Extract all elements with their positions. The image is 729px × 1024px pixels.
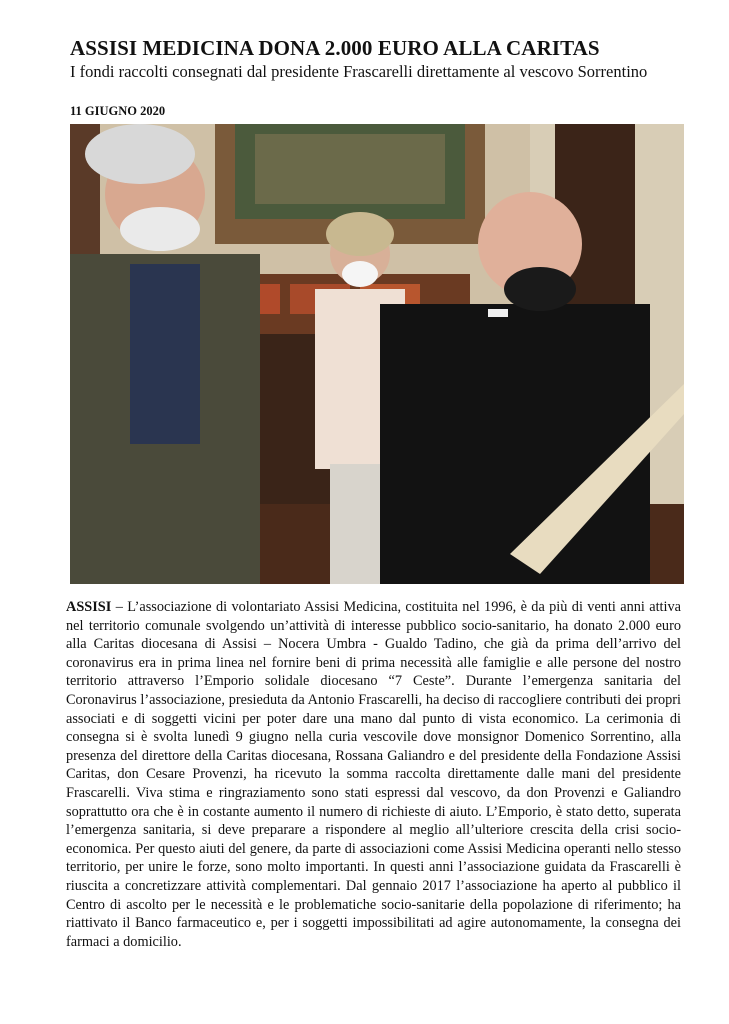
subtitle: I fondi raccolti consegnati dal presidente Frascarelli direttamente al vescovo Sorrentino: [70, 62, 648, 81]
dateline: ASSISI: [66, 599, 112, 615]
headline: ASSISI MEDICINA DONA 2.000 EURO ALLA CARITAS: [70, 36, 600, 60]
publication-date: 11 GIUGNO 2020: [70, 104, 166, 118]
article-text: – L’associazione di volontariato Assisi Medicina, costituita nel 1996, è da più di venti anni attiva nel territorio comunale svolgendo un’attività di interesse pubblico socio-sanitario, ha donato 2.000 euro alla Caritas diocesana di Assisi – Nocera Umbra - Gualdo Tadino, che già da prima dell’arrivo del coronavirus era in prima linea nel fornire beni di prima necessità alle famiglie e alle persone del nostro territorio attraverso l’Emporio solidale diocesano “7 Ceste”. Durante l’emergenza sanitaria del Coronavirus l’associazione, presieduta da Antonio Frascarelli, ha deciso di raccogliere contributi dei propri associati e di soggetti vicini per poter dare una mano dal punto di vista economico. La cerimonia di consegna si è svolta lunedì 9 giugno nella curia vescovile dove monsignor Domenico Sorrentino, alla presenza del direttore della Caritas diocesana, Rossana Galiandro e del presidente della Fondazione Assisi Caritas, don Cesare Provenzi, ha ricevuto la somma raccolta direttamente dalle mani del presidente Frascarelli. Viva stima e ringraziamento sono stati espressi dal vescovo, da don Provenzi e Galiandro soprattutto ora che è in costante aumento il numero di richieste di aiuto. L’Emporio, è stato detto, superata l’emergenza sanitaria, si deve preparare a rispondere al meglio all’ulteriore crescita della crisi socio-economica. Per questo aiuti del genere, da parte di associazioni come Assisi Medicina operanti nello stesso territorio, per unire le forze, sono molto importanti. In questi anni l’associazione guidata da Frascarelli è riuscita a concretizzare attività complementari. Dal gennaio 2017 l’associazione ha aperto al pubblico il Centro di ascolto per le necessità e le problematiche socio-sanitarie della popolazione di riferimento; ha riattivato il Banco farmaceutico e, per i soggetti impossibilitati ad agire autonomamente, la consegna dei farmaci a domicilio.: [66, 599, 681, 950]
article-body: [66, 598, 681, 951]
article-photo: [70, 124, 684, 584]
